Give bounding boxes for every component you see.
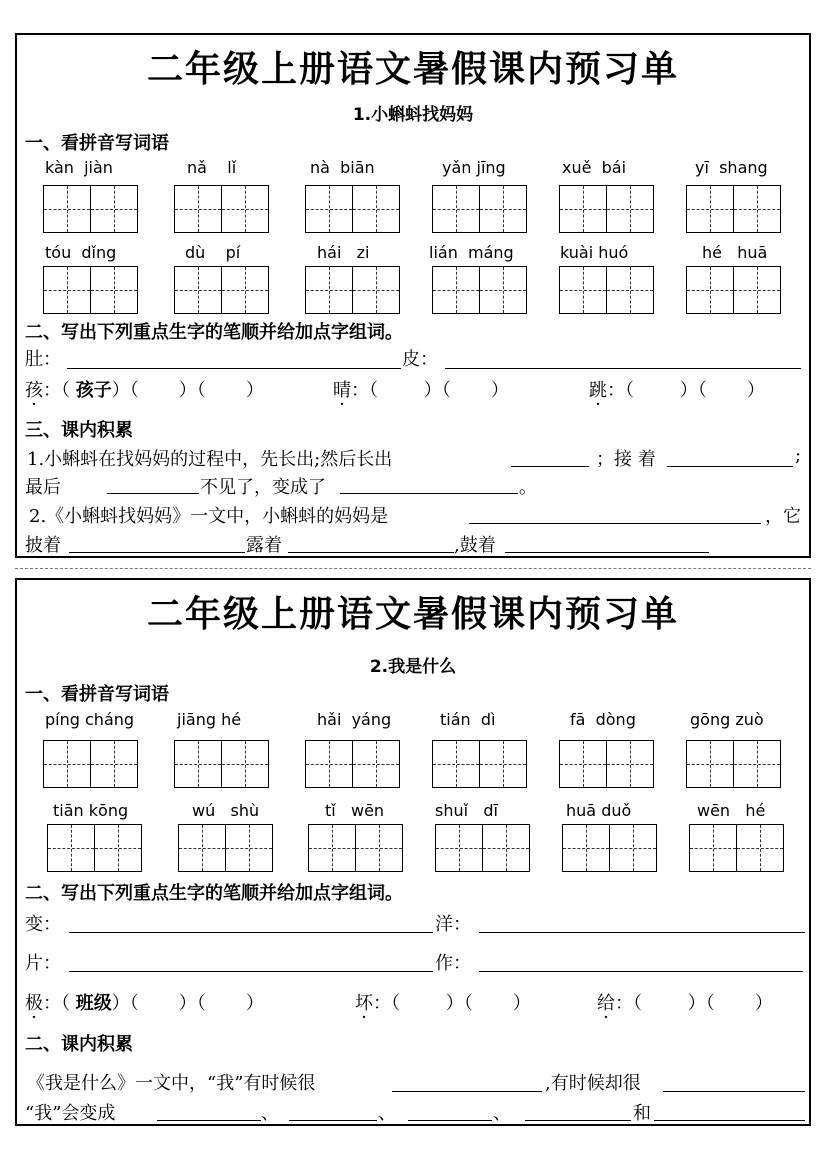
stroke-label-zuo: 作： (435, 953, 471, 974)
pinyin-word: jiāng hé (177, 710, 242, 729)
answer-line[interactable] (505, 552, 709, 553)
pinyin-word: tǐ wēn (325, 801, 385, 820)
answer-line[interactable] (663, 1091, 805, 1092)
writing-grid[interactable] (308, 824, 401, 872)
answer-line[interactable] (408, 1120, 492, 1121)
answer-line[interactable] (525, 1120, 631, 1121)
answer-line[interactable] (157, 1120, 261, 1121)
separator: 、 (261, 1103, 279, 1124)
writing-grid[interactable] (174, 266, 267, 314)
lesson-title: 2.我是什么 (369, 657, 457, 677)
writing-grid[interactable] (43, 740, 136, 788)
answer-line[interactable] (511, 466, 589, 467)
question-1-text: 《我是什么》一文中，“我”有时候很 (27, 1073, 316, 1094)
question-1-text: 最后 (25, 477, 61, 498)
pinyin-word: nǎ lǐ (187, 158, 237, 177)
section-heading-pinyin: 一、看拼音写词语 (25, 133, 169, 154)
stroke-label-bian: 变： (25, 914, 61, 935)
pinyin-word: wēn hé (697, 801, 766, 820)
stroke-answer-line[interactable] (479, 932, 805, 933)
worksheet-2 (15, 578, 811, 1126)
pinyin-word: nà biān (310, 158, 375, 177)
answer-line[interactable] (107, 493, 199, 494)
separator: 、 (378, 1103, 396, 1124)
pinyin-word: huā duǒ (566, 801, 632, 820)
writing-grid[interactable] (305, 740, 398, 788)
writing-grid[interactable] (174, 740, 267, 788)
section-heading-strokes: 二、写出下列重点生字的笔顺并给加点字组词。 (25, 322, 403, 343)
pinyin-word: yǎn jīng (442, 158, 506, 177)
writing-grid[interactable] (305, 266, 398, 314)
word-group-row: 晴：（ ）（ ） (333, 380, 509, 401)
section-heading-strokes: 二、写出下列重点生字的笔顺并给加点字组词。 (25, 883, 403, 904)
answer-line[interactable] (392, 1091, 542, 1092)
writing-grid[interactable] (178, 824, 271, 872)
stroke-label-pi: 皮： (402, 349, 438, 370)
stroke-answer-line[interactable] (479, 971, 803, 972)
pinyin-word: wú shù (192, 801, 260, 820)
answer-line[interactable] (667, 466, 793, 467)
stroke-label-yang: 洋： (435, 914, 471, 935)
question-1-text: ; (795, 445, 802, 466)
worksheet-1 (15, 33, 811, 558)
word-group-row: 坏：（ ）（ ） (355, 993, 531, 1014)
question-1-text: 不见了，变成了 (200, 477, 326, 498)
question-1-text: 1.小蝌蚪在找妈妈的过程中，先长出;然后长出 (27, 449, 393, 470)
answer-line[interactable] (288, 552, 454, 553)
pinyin-word: yī shang (695, 158, 768, 177)
pinyin-word: fā dòng (570, 710, 636, 729)
stroke-answer-line[interactable] (69, 971, 433, 972)
word-group-row: 极：（ 班级）（ ）（ ） (25, 993, 264, 1014)
writing-grid[interactable] (559, 266, 652, 314)
pinyin-word: xuě bái (562, 158, 627, 177)
pinyin-word: dù pí (185, 243, 241, 262)
writing-grid[interactable] (47, 824, 140, 872)
page-divider (15, 568, 811, 569)
answer-line[interactable] (340, 493, 518, 494)
writing-grid[interactable] (305, 185, 398, 233)
section-heading-accumulation: 二、课内积累 (25, 1034, 133, 1055)
question-2-text: “我”会变成 (25, 1103, 116, 1124)
pinyin-word: kàn jiàn (45, 158, 113, 177)
question-1-text: ；接 着 (596, 449, 656, 470)
writing-grid[interactable] (686, 266, 779, 314)
conjunction-and: 和 (633, 1103, 651, 1124)
question-2-text: ，它 (765, 506, 801, 527)
stroke-answer-line[interactable] (445, 368, 801, 369)
question-2-text: 披着 (25, 535, 61, 556)
writing-grid[interactable] (686, 185, 779, 233)
stroke-label-du: 肚： (25, 349, 61, 370)
section-heading-accumulation: 三、课内积累 (25, 420, 133, 441)
pinyin-word: tóu dǐng (45, 243, 117, 262)
pinyin-word: lián máng (429, 243, 514, 262)
answer-line[interactable] (289, 1120, 377, 1121)
example-answer: 孩子 (75, 380, 112, 401)
writing-grid[interactable] (432, 266, 525, 314)
question-2-text: ,鼓着 (454, 535, 496, 556)
pinyin-word: hé huā (702, 243, 768, 262)
pinyin-word: hǎi yáng (317, 710, 392, 729)
writing-grid[interactable] (559, 185, 652, 233)
answer-line[interactable] (69, 552, 245, 553)
answer-line[interactable] (469, 523, 761, 524)
pinyin-word: tiān kōng (53, 801, 129, 820)
writing-grid[interactable] (562, 824, 655, 872)
word-group-row: 给：（ ）（ ） (597, 993, 773, 1014)
pinyin-word: hái zi (317, 243, 370, 262)
writing-grid[interactable] (43, 185, 136, 233)
writing-grid[interactable] (432, 185, 525, 233)
answer-line[interactable] (654, 1120, 805, 1121)
page-title: 二年级上册语文暑假课内预习单 (146, 594, 679, 635)
word-group-row: 孩：（ 孩子）（ ）（ ） (25, 380, 264, 401)
question-2-text: 2.《小蝌蚪找妈妈》一文中，小蝌蚪的妈妈是 (29, 506, 389, 527)
stroke-answer-line[interactable] (67, 368, 401, 369)
question-1-text: 。 (519, 477, 537, 498)
stroke-label-pian: 片： (25, 953, 61, 974)
writing-grid[interactable] (686, 740, 779, 788)
example-answer: 班级 (75, 993, 112, 1014)
lesson-title: 1.小蝌蚪找妈妈 (352, 105, 474, 125)
pinyin-word: kuài huó (560, 243, 629, 262)
writing-grid[interactable] (432, 740, 525, 788)
word-group-row: 跳：（ ）（ ） (589, 380, 765, 401)
stroke-answer-line[interactable] (69, 932, 433, 933)
writing-grid[interactable] (174, 185, 267, 233)
writing-grid[interactable] (689, 824, 782, 872)
question-1-text: ,有时候却很 (545, 1073, 641, 1094)
writing-grid[interactable] (435, 824, 528, 872)
pinyin-word: tián dì (440, 710, 496, 729)
pinyin-word: shuǐ dī (435, 801, 498, 820)
writing-grid[interactable] (43, 266, 136, 314)
writing-grid[interactable] (559, 740, 652, 788)
question-2-text: 露着 (246, 535, 282, 556)
page-title: 二年级上册语文暑假课内预习单 (146, 49, 679, 90)
pinyin-word: píng cháng (45, 710, 135, 729)
section-heading-pinyin: 一、看拼音写词语 (25, 684, 169, 705)
separator: 、 (493, 1103, 511, 1124)
pinyin-word: gōng zuò (690, 710, 764, 729)
